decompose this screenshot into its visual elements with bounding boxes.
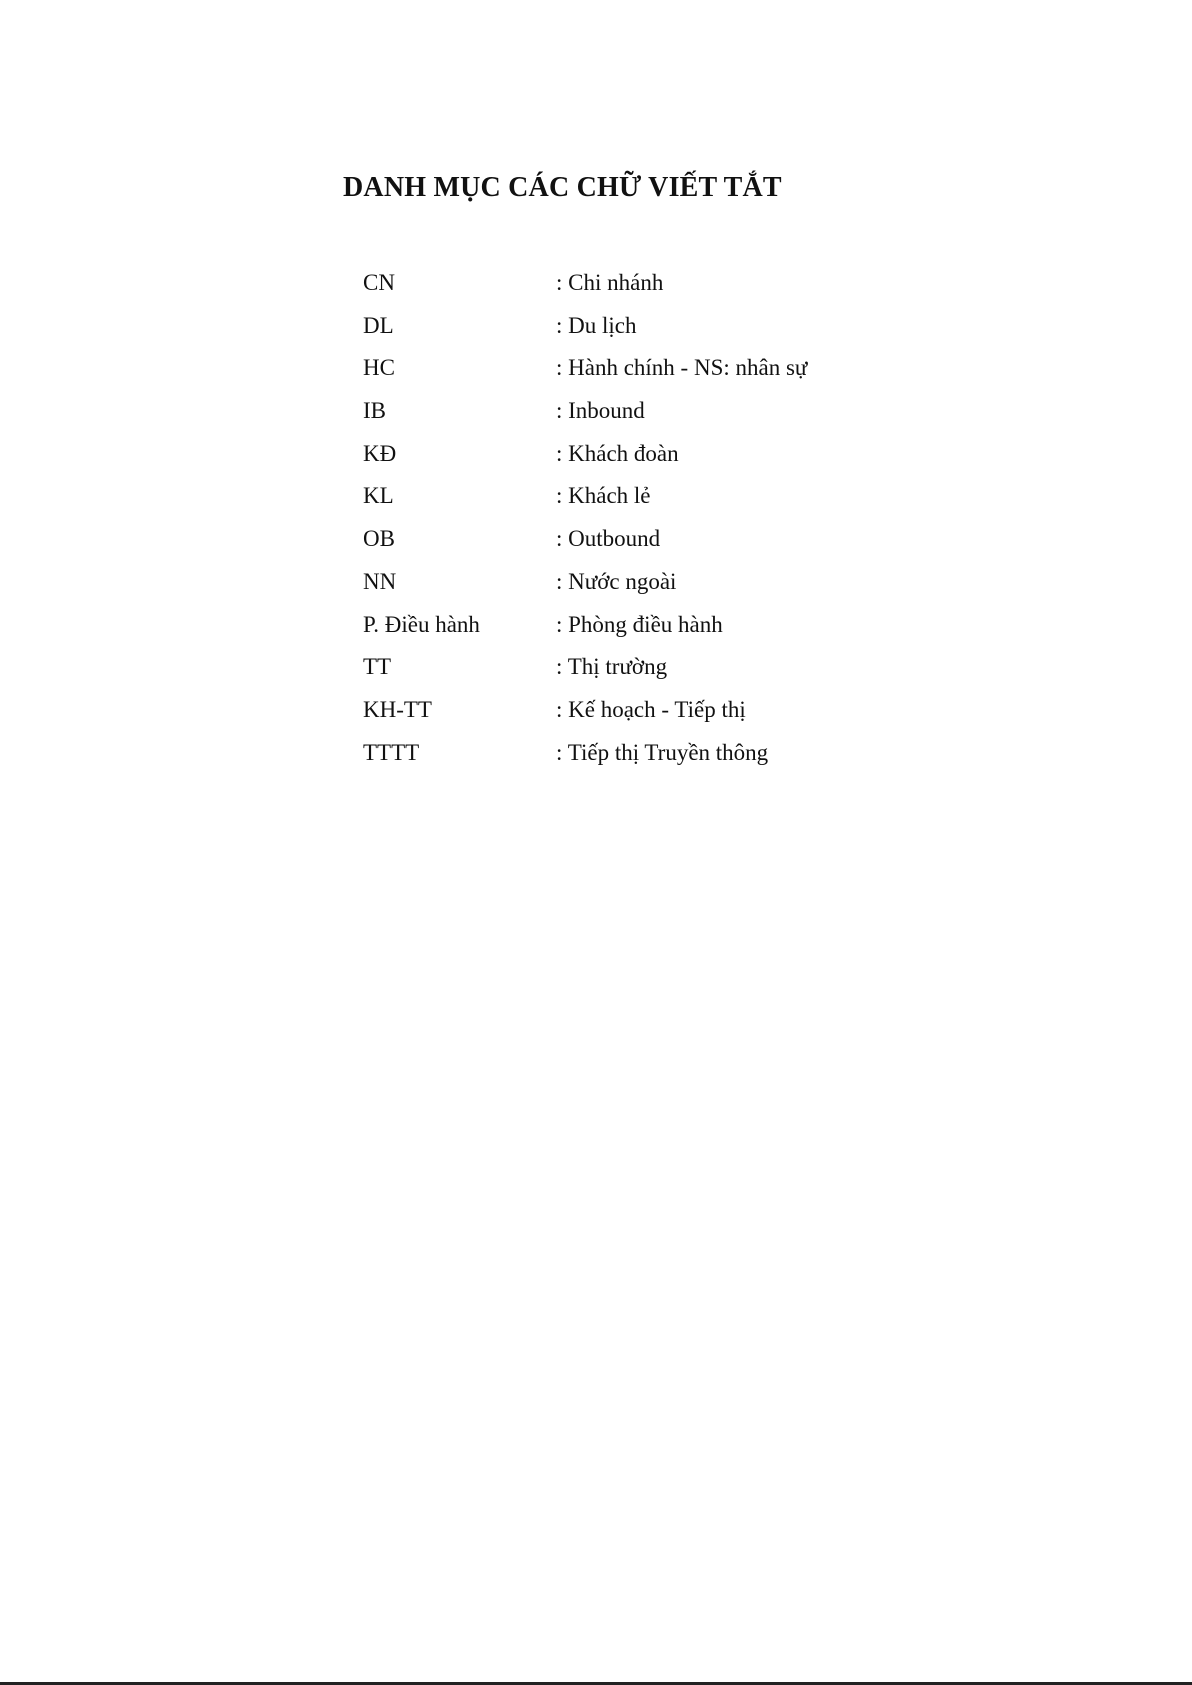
abbreviation-definition: : Khách đoàn <box>556 440 679 466</box>
abbreviation-term: NN <box>363 568 397 594</box>
abbreviation-definition: : Tiếp thị Truyền thông <box>556 739 769 765</box>
abbreviation-term: CN <box>363 270 395 295</box>
abbreviation-term: KH-TT <box>363 696 432 722</box>
abbreviation-definition: : Outbound <box>556 526 661 552</box>
abbreviation-term: HC <box>363 355 395 381</box>
abbreviation-definition: : Thị trường <box>556 654 668 680</box>
abbreviation-term: OB <box>363 526 395 552</box>
abbreviation-term: P. Điều hành <box>363 611 480 637</box>
abbreviation-definition: : Hành chính - NS: nhân sự <box>556 355 808 381</box>
abbreviation-definition: : Nước ngoài <box>556 568 677 594</box>
abbreviation-term: TT <box>363 654 392 680</box>
abbreviation-definition: : Kế hoạch - Tiếp thị <box>556 696 746 722</box>
abbreviation-term: DL <box>363 312 394 338</box>
abbreviation-definition: : Chi nhánh <box>556 270 664 295</box>
page-title: DANH MỤC CÁC CHỮ VIẾT TẮT <box>343 172 782 203</box>
abbreviation-term: IB <box>363 398 386 424</box>
abbreviation-definition: : Inbound <box>556 398 645 424</box>
abbreviation-definition: : Phòng điều hành <box>556 611 723 637</box>
abbreviation-term: KL <box>363 483 394 509</box>
abbreviation-term: TTTT <box>363 739 420 765</box>
abbreviation-definition: : Khách lẻ <box>556 483 651 509</box>
abbreviation-term: KĐ <box>363 440 397 466</box>
abbreviation-definition: : Du lịch <box>556 312 637 338</box>
